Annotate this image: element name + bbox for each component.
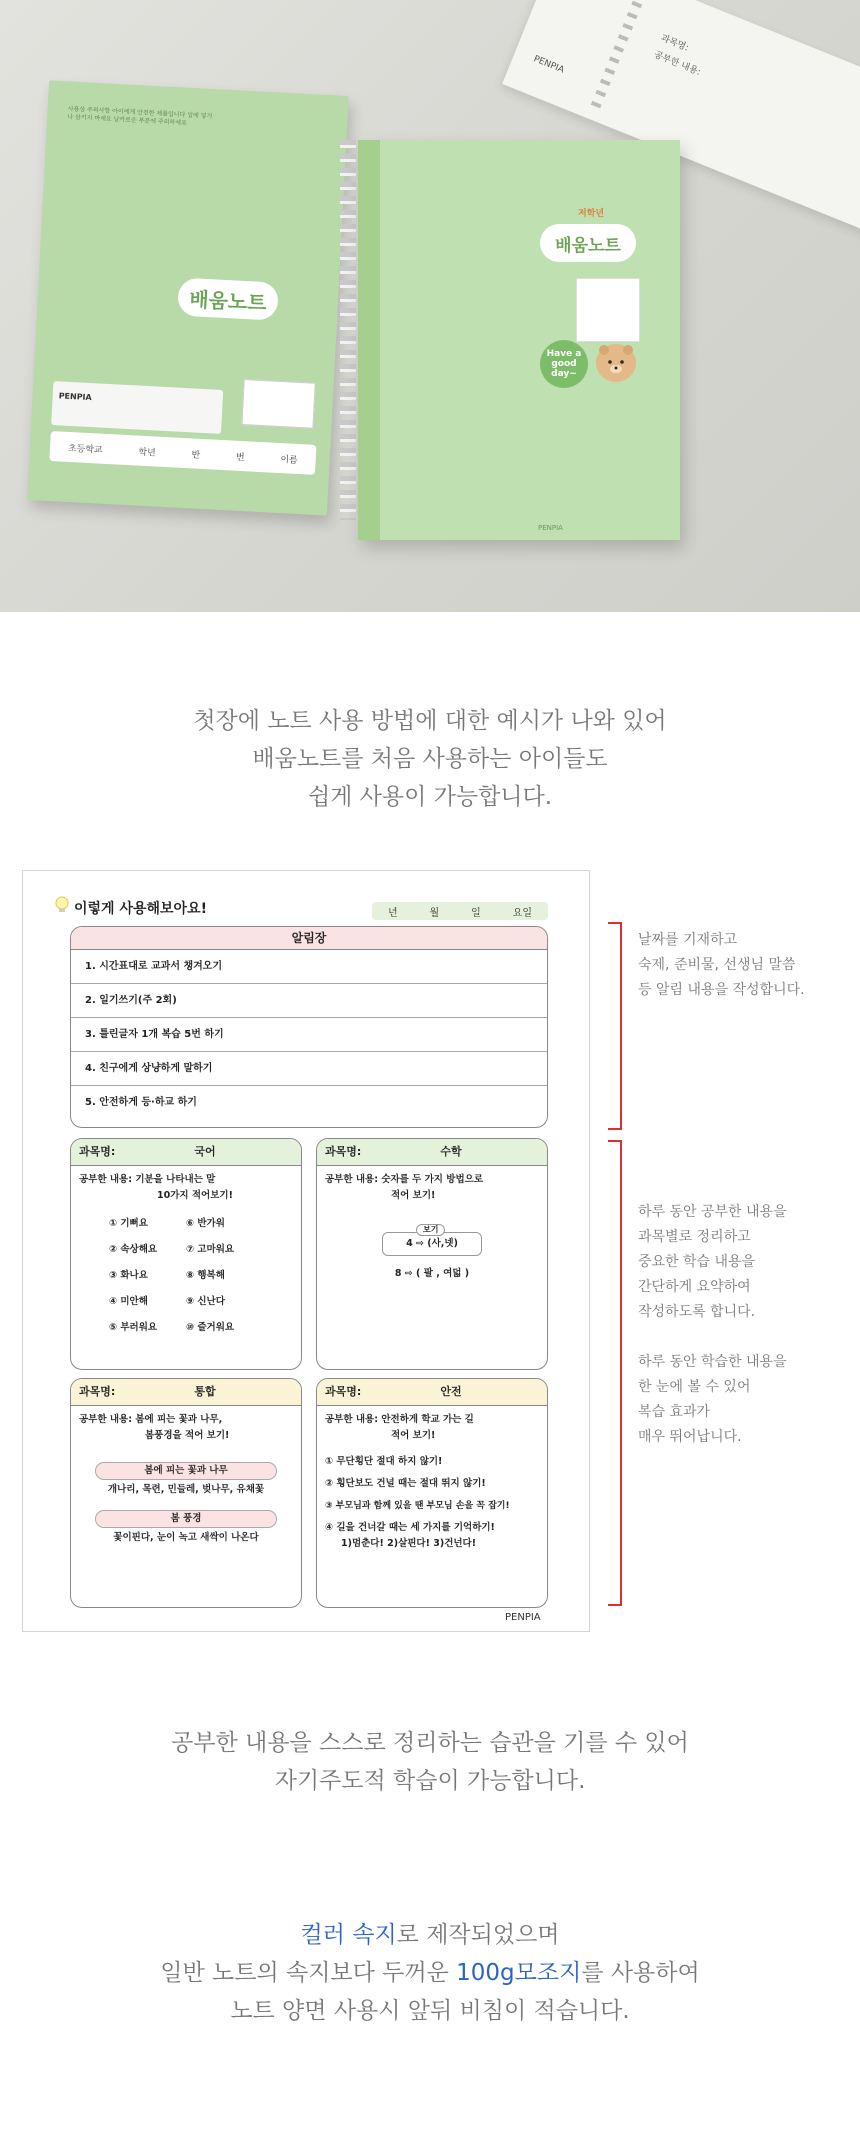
date-month: 월 [429, 907, 440, 919]
side-note-line: 매우 뛰어납니다. [638, 1429, 742, 1445]
back-cover-name-label [49, 431, 316, 475]
label-grade: 학년 [138, 447, 156, 459]
side-note-notice [638, 928, 805, 1003]
back-cover-info-text: 사용상 주의사항 아이에게 안전한 제품입니다 입에 넣거나 삼키지 마세요 날카로운 부분에 주의하세요 [67, 105, 213, 127]
caption-paper-line3: 노트 양면 사용시 앞뒤 비침이 적습니다. [230, 1998, 630, 2024]
side-note-review [638, 1350, 787, 1450]
subject-name: 수학 [440, 1145, 462, 1158]
caption-habit-line1: 공부한 내용을 스스로 정리하는 습관을 기를 수 있어 [171, 1730, 689, 1756]
date-bar [372, 902, 548, 920]
paper-content-label: 공부한 내용: [652, 50, 702, 78]
caption-intro [0, 702, 860, 816]
front-cover-band [358, 140, 380, 540]
caption-habit-line2: 자기주도적 학습이 가능합니다. [274, 1768, 586, 1794]
study-label: 공부한 내용: [325, 1174, 378, 1185]
highlight-paper-weight: 100g모조지 [456, 1960, 582, 1986]
side-note-line: 복습 효과가 [638, 1404, 711, 1420]
study-content: 기분을 나타내는 말 [135, 1174, 216, 1185]
front-cover-brand: PENPIA [538, 524, 563, 532]
caption-text: 로 제작되었으며 [396, 1922, 560, 1948]
flower-pill: 봄에 피는 꽃과 나무 [95, 1462, 277, 1480]
word-item: ① 기뻐요 [109, 1218, 148, 1229]
bracket-notice [608, 922, 622, 1130]
safety-item: 1)멈춘다! 2)살핀다! 3)건넌다! [341, 1538, 477, 1549]
spiral-binding [340, 140, 356, 520]
notebook-back-cover [27, 80, 349, 515]
subject-header [317, 1139, 547, 1166]
notice-item: 2. 일기쓰기(주 2회) [71, 984, 547, 1018]
front-cover-subtitle: 저학년 [578, 209, 605, 219]
word-item: ⑥ 반가워 [186, 1218, 225, 1229]
word-item: ⑧ 행복해 [186, 1270, 225, 1281]
subject-header [317, 1379, 547, 1406]
front-cover-title: 배움노트 [540, 224, 636, 262]
math-question: 8 ⇨ ( 팔 , 여덟 ) [394, 1268, 470, 1279]
subject-box-safety [316, 1378, 548, 1608]
subject-box-korean [70, 1138, 302, 1370]
notice-item: 5. 안전하게 등·하교 하기 [85, 1097, 197, 1108]
safety-item: ② 횡단보도 건널 때는 절대 뛰지 않기! [325, 1478, 486, 1489]
notice-board [70, 926, 548, 1128]
subject-name: 안전 [440, 1385, 462, 1398]
bear-face-icon [596, 344, 636, 382]
subject-body [71, 1166, 301, 1342]
memo-sticker [576, 278, 640, 342]
notebook-front-cover [358, 140, 680, 540]
side-note-line: 등 알림 내용을 작성합니다. [638, 982, 805, 998]
subject-box-integrated [70, 1378, 302, 1608]
worksheet-brand: PENPIA [505, 1612, 541, 1623]
safety-item: ④ 길을 건너갈 때는 세 가지를 기억하기! [325, 1522, 495, 1533]
subject-header [71, 1379, 301, 1406]
side-note-line: 날짜를 기재하고 [638, 932, 738, 948]
bracket-subjects [608, 1140, 622, 1606]
word-list [79, 1204, 293, 1336]
side-note-line: 간단하게 요약하여 [638, 1279, 751, 1295]
caption-intro-line1: 첫장에 노트 사용 방법에 대한 예시가 나와 있어 [193, 708, 667, 734]
back-cover-info-box [51, 381, 223, 434]
highlight-color-paper: 컬러 속지 [300, 1922, 397, 1948]
back-cover-logo: PENPIA [58, 391, 92, 403]
good-day-sticker: Have a good day~ [540, 340, 588, 388]
scenery-list: 꽃이핀다, 눈이 녹고 새싹이 나온다 [113, 1532, 259, 1543]
date-weekday: 요일 [512, 907, 533, 919]
subject-body [71, 1406, 301, 1552]
side-note-line: 숙제, 준비물, 선생님 말씀 [638, 957, 796, 973]
subject-name: 국어 [194, 1145, 216, 1158]
label-class: 반 [191, 449, 201, 461]
subject-name: 통합 [194, 1385, 216, 1398]
word-item: ③ 화나요 [109, 1270, 148, 1281]
label-school: 초등학교 [67, 443, 103, 456]
caption-paper-line2 [0, 1954, 860, 1992]
side-note-line: 과목별로 정리하고 [638, 1229, 751, 1245]
subject-label: 과목명: [325, 1145, 362, 1158]
subject-box-math [316, 1138, 548, 1370]
safety-item: ③ 부모님과 함께 있을 땐 부모님 손을 꼭 잡기! [325, 1501, 510, 1511]
bear-sticker [596, 344, 636, 382]
side-note-line: 한 눈에 볼 수 있어 [638, 1379, 751, 1395]
product-photo [0, 0, 860, 612]
study-content: 적어 보기! [391, 1190, 436, 1201]
word-item: ④ 미안해 [109, 1296, 148, 1307]
side-note-line: 하루 동안 학습한 내용을 [638, 1354, 787, 1370]
subject-body [317, 1406, 547, 1558]
subject-label: 과목명: [79, 1145, 116, 1158]
notice-item: 3. 틀린글자 1개 복습 5번 하기 [71, 1018, 547, 1052]
study-content: 적어 보기! [391, 1430, 436, 1441]
back-cover-title: 배움노트 [177, 278, 279, 321]
flower-list: 개나리, 목련, 민들레, 벚나무, 유채꽃 [107, 1484, 265, 1495]
subject-header [71, 1139, 301, 1166]
caption-intro-line2: 배움노트를 처음 사용하는 아이들도 [252, 746, 608, 772]
example-tag: 보기 [416, 1224, 445, 1236]
side-note-line: 중요한 학습 내용을 [638, 1254, 756, 1270]
study-content: 안전하게 학교 가는 길 [381, 1414, 474, 1425]
notice-title: 알림장 [71, 927, 547, 950]
study-content: 봄풍경을 적어 보기! [145, 1430, 230, 1441]
safety-item: ① 무단횡단 절대 하지 않기! [325, 1456, 443, 1467]
word-item: ② 속상해요 [109, 1244, 158, 1255]
math-example [382, 1225, 482, 1256]
notice-item: 1. 시간표대로 교과서 챙겨오기 [71, 950, 547, 984]
caption-intro-line3: 쉽게 사용이 가능합니다. [307, 784, 553, 810]
scenery-pill: 봄 풍경 [95, 1510, 277, 1528]
caption-text: 일반 노트의 속지보다 두꺼운 [160, 1960, 457, 1986]
paper-subject-label: 과목명: [659, 33, 690, 54]
caption-paper [0, 1916, 860, 2030]
study-content: 봄에 피는 꽃과 나무, [135, 1414, 223, 1425]
subject-label: 과목명: [79, 1385, 116, 1398]
study-label: 공부한 내용: [79, 1414, 132, 1425]
subject-body [317, 1166, 547, 1288]
label-name: 이름 [280, 454, 298, 466]
worksheet-title: 이렇게 사용해보아요! [74, 901, 207, 917]
study-label: 공부한 내용: [79, 1174, 132, 1185]
side-note-subjects [638, 1200, 787, 1325]
example-box: 4 ⇨ (사,넷) [382, 1232, 482, 1256]
paper-brand: PENPIA [531, 54, 566, 76]
study-label: 공부한 내용: [325, 1414, 378, 1425]
word-item: ⑩ 즐거워요 [186, 1322, 235, 1333]
side-note-line: 작성하도록 합니다. [638, 1304, 756, 1320]
paper-rings [589, 0, 651, 112]
study-content: 숫자를 두 가지 방법으로 [381, 1174, 484, 1185]
word-item: ⑤ 부러워요 [109, 1322, 158, 1333]
word-item: ⑦ 고마워요 [186, 1244, 235, 1255]
caption-paper-line1 [0, 1916, 860, 1954]
caption-habit [0, 1724, 860, 1800]
study-content: 10가지 적어보기! [157, 1190, 233, 1201]
caption-text: 를 사용하여 [581, 1960, 700, 1986]
subject-label: 과목명: [325, 1385, 362, 1398]
label-number: 번 [235, 452, 245, 463]
date-day: 일 [471, 907, 481, 919]
notice-item: 4. 친구에게 상냥하게 말하기 [71, 1052, 547, 1086]
word-item: ⑨ 신난다 [186, 1296, 225, 1307]
date-year: 년 [387, 907, 398, 919]
back-cover-chart [241, 379, 315, 429]
lightbulb-icon [54, 896, 70, 914]
side-note-line: 하루 동안 공부한 내용을 [638, 1204, 787, 1220]
